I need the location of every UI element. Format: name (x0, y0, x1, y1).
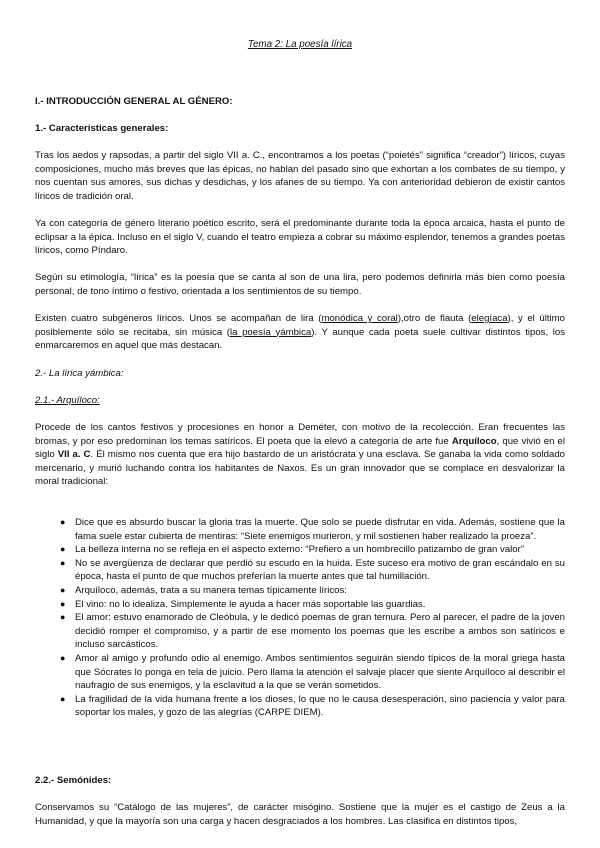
section-heading-introduccion: I.- INTRODUCCIÓN GENERAL AL GÉNERO: (35, 96, 233, 107)
underlined-term-elegiaca: elegíaca (471, 313, 508, 324)
list-item-text: Arquíloco, además, trata a su manera temas típicamente líricos: (75, 584, 347, 596)
subsection-heading-caracteristicas: 1.- Características generales: (35, 123, 169, 134)
list-item-text: El vino: no lo idealiza. Simplemente le ayuda a hacer más soportable las guardias. (75, 598, 426, 610)
list-item (35, 652, 565, 693)
bullet-dot-icon: ● (60, 584, 66, 595)
list-item-text: No se avergüenza de declarar que perdió su escudo en la huida. Este suceso era motivo de gran escándalo en su época, hasta el punto de que muchos preferían la muerte antes que tal humillación. (75, 557, 565, 583)
text-run: ),otro de flauta ( (397, 313, 472, 324)
text-run: ). Y aunque cada poeta suele cultivar distintos tipos, los enmarcaremos en aquel que más destacan. (35, 326, 565, 352)
list-item (35, 598, 565, 612)
bold-date: VII a. C (57, 449, 91, 461)
list-item-text: La fragilidad de la vida humana frente a los dioses, lo que no le causa desesperación, sino paciencia y valor para soportar los males, y gozo de las alegrías (CARPE DIEM). (75, 693, 565, 719)
subsection-heading-yambica: 2.- La lírica yámbica: (35, 368, 124, 379)
list-item (35, 543, 565, 557)
list-item (35, 693, 565, 720)
list-item-text: Dice que es absurdo buscar la gloria tras la muerte. Que solo se puede disfrutar en vida. Además, sostiene que la fama suele estar cubierta de mentiras: “Siete enemigos murieron, y mil sostienen haber realizado la proeza”. (75, 517, 565, 542)
list-item-text: El amor: estuvo enamorado de Cleóbula, y le dedicó poemas de gran ternura. Pero al parecer, el padre de la joven decidió romper el compromiso, y a partir de ese momento los poemas que les escribe a ambos son satíricos e incluso sarcásticos. (75, 612, 565, 651)
page-title: Tema 2: La poesía lírica (247, 39, 353, 50)
bullet-dot-icon: ● (60, 557, 66, 568)
list-item (35, 557, 565, 584)
bullet-dot-icon: ● (60, 612, 66, 623)
bullet-dot-icon: ● (60, 652, 66, 663)
paragraph-aedos: Tras los aedos y rapsodas, a partir del siglo VII a. C., encontramos a los poetas (“poietés” significa “creador”) líricos, cuyas composiciones, mucho más breves que las épicas, no hablan del pasado sino que exhortan a los combates de su tiempo, y nos cuentan sus amores, sus dichas y desdichas, y los afanes de su tiempo. Ya con anterioridad debieron de existir cantos líricos de tradición oral. (35, 150, 565, 202)
bullet-dot-icon: ● (60, 598, 66, 609)
bullet-list-arquiloco (35, 516, 565, 720)
subsection-heading-arquiloco: 2.1.- Arquíloco: (35, 395, 100, 406)
paragraph-arquiloco (35, 421, 565, 489)
subsection-heading-semonides: 2.2.- Semónides: (35, 775, 112, 786)
text-run: , que vivió en el siglo (35, 435, 566, 461)
bold-name-arquiloco: Arquíloco (451, 435, 497, 447)
paragraph-subgeneros (35, 312, 565, 353)
paragraph-categoria: Ya con categoría de género literario poético escrito, será el predominante durante toda la época arcaica, hasta el punto de eclipsar a la épica. Incluso en el siglo V, cuando el teatro empieza a cobrar su máximo esplendor, tenemos a grandes poetas líricos, como Píndaro. (35, 218, 565, 257)
bullet-dot-icon: ● (60, 517, 66, 527)
text-run: Procede de los cantos festivos y procesiones en honor a Deméter, con motivo de la recolección. Eran frecuentes las bromas, y por eso predominan los temas satíricos. El poeta que la elevó a categoría de arte fue (35, 422, 565, 447)
text-run: Existen cuatro subgéneros líricos. Unos se acompañan de lira ( (35, 313, 322, 324)
paragraph-etimologia: Según su etimología, “lírica” es la poesía que se canta al son de una lira, pero podemos definirla más bien como poesía personal, de tono íntimo o festivo, orientada a los sentimientos de su tiempo. (35, 272, 565, 297)
list-item-text: Amor al amigo y profundo odio al enemigo. Ambos sentimientos seguirán siendo típicos de la moral griega hasta que Sócrates lo ponga en tela de juicio. Pero llama la atención el salvaje placer que siente Arquíloco al describir el naufragio de sus enemigos, y la esclavitud a la que se verán sometidos. (75, 652, 565, 692)
underlined-term-yambica: la poesía yámbica (230, 326, 312, 338)
list-item (35, 584, 565, 598)
text-run: ), y el último posiblemente sólo se recitaba, sin música ( (35, 313, 565, 338)
list-item (35, 516, 565, 543)
underlined-term-monodica-coral: monódica y coral (321, 313, 398, 324)
list-item-text: La belleza interna no se refleja en el aspecto externo: “Prefiero a un hombrecillo patizambo de gran valor” (75, 544, 525, 556)
list-item (35, 611, 565, 652)
text-run: . Él mismo nos cuenta que era hijo bastardo de un aristócrata y una esclava. Se ganaba la vida como soldado mercenario, y murió luchando contra los habitantes de Naxos. Es un gran innovador que se complace en desvalorizar la moral tradicional: (35, 449, 565, 488)
bullet-dot-icon: ● (60, 544, 66, 555)
paragraph-semonides: Conservamos su “Catálogo de las mujeres”, de carácter misógino. Sostiene que la mujer es el castigo de Zeus a la Humanidad, y que la mayoría son una carga y hacen desgraciados a los hombres. Las clasifica en distintos tipos, (35, 802, 565, 827)
bullet-dot-icon: ● (60, 693, 66, 704)
